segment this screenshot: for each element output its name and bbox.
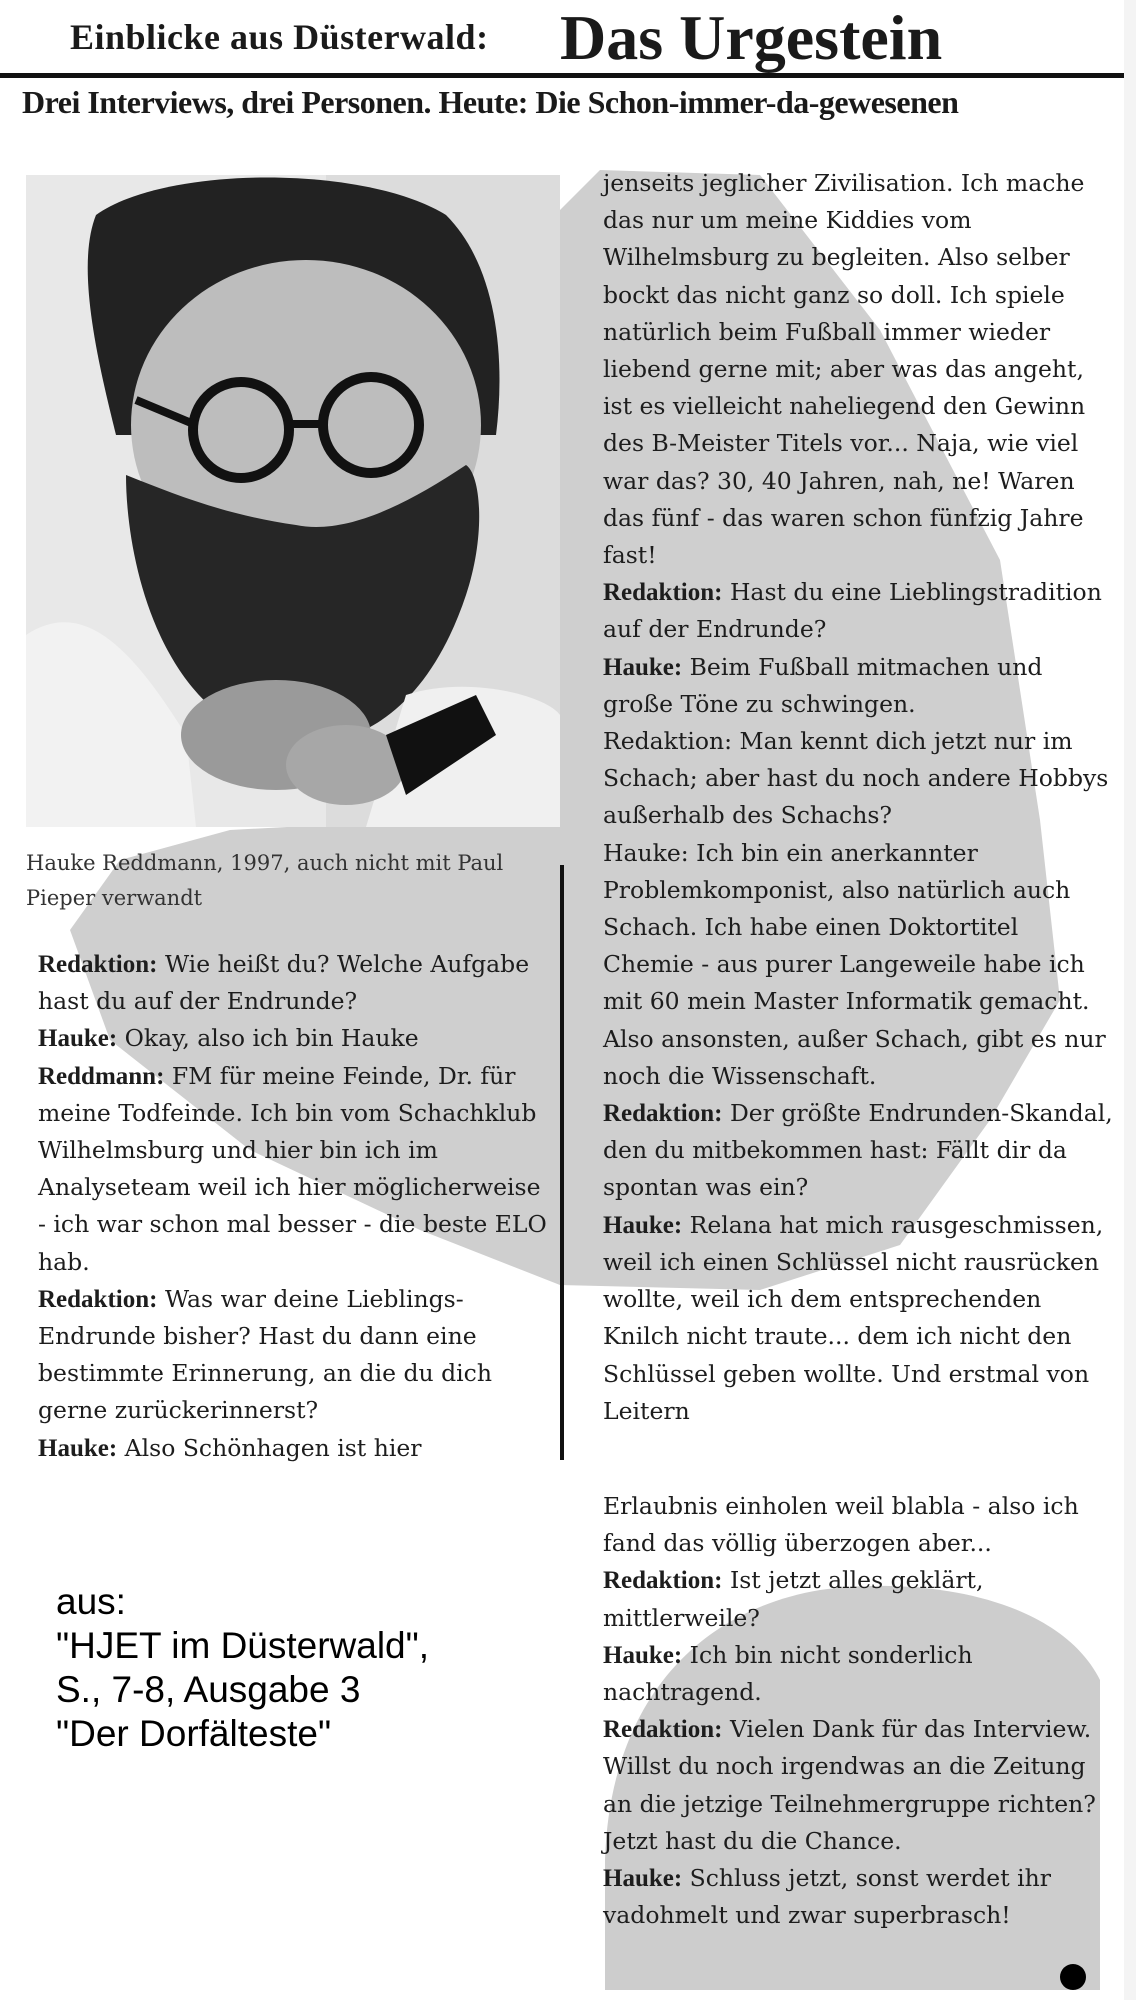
speaker-label: Redaktion:: [603, 579, 723, 607]
paragraph-text: Also Schönhagen ist hier: [117, 1433, 422, 1462]
interview-paragraph: [603, 1207, 1113, 1430]
paragraph-text: Beim Fußball mitmachen und große Töne zu schwingen.: [603, 652, 1043, 718]
source-line-3: S., 7-8, Ausgabe 3: [56, 1669, 361, 1710]
page-edge: [1124, 0, 1136, 2000]
interview-paragraph: [38, 1058, 548, 1281]
interview-paragraph: [38, 1430, 548, 1467]
speaker-label: Hauke:: [38, 1434, 118, 1462]
interview-paragraph: [603, 1860, 1113, 1934]
interview-paragraph: [603, 723, 1113, 835]
photo-caption: Hauke Reddmann, 1997, auch nicht mit Paul Pieper verwandt: [26, 851, 504, 910]
interview-paragraph: [603, 165, 1113, 574]
speaker-label: Hauke:: [603, 653, 683, 681]
speaker-label: Redaktion:: [603, 1716, 723, 1744]
paragraph-text: Vielen Dank für das Interview. Willst du noch irgendwas an die Zeitung an die jetzige Teilnehmergruppe richten? Jetzt hast du die Chance.: [603, 1715, 1096, 1855]
interview-paragraph: [603, 1095, 1113, 1207]
header-kicker: Einblicke aus Düsterwald:: [70, 17, 489, 57]
article-header: [0, 0, 1136, 80]
speaker-label: Redaktion:: [603, 1567, 723, 1595]
interview-paragraph: [603, 574, 1113, 648]
interview-paragraph: [38, 946, 548, 1020]
article-subtitle: Drei Interviews, drei Personen. Heute: Die Schon-immer-da-gewesenen: [22, 84, 959, 120]
speaker-label: Redaktion:: [603, 1100, 723, 1128]
paragraph-text: Erlaubnis einholen weil blabla - also ich fand das völlig überzogen aber...: [603, 1492, 1079, 1558]
paragraph-text: Hauke: Ich bin ein anerkannter Problemkomponist, also natürlich auch Schach. Ich habe einen Doktortitel Chemie - aus purer Langeweile habe ich mit 60 mein Master Informatik gemacht. Also ansonsten, außer Schach, gibt es nur noch die Wissenschaft.: [603, 838, 1106, 1090]
filled-circle-icon: [1060, 1964, 1086, 1990]
article-title: Das Urgestein: [560, 2, 943, 73]
interview-paragraph: [603, 1562, 1113, 1636]
interview-column-left: [38, 946, 548, 1467]
interview-paragraph: [603, 1711, 1113, 1860]
source-line-1: aus:: [56, 1581, 126, 1622]
interview-paragraph: [38, 1281, 548, 1430]
interview-paragraph: [603, 1488, 1113, 1562]
paragraph-text: Relana hat mich rausgeschmissen, weil ich einen Schlüssel nicht rausrücken wollte, weil ich dem entsprechenden Knilch nicht traute... dem ich nicht den Schlüssel geben wollte. Und erstmal von Leitern: [603, 1210, 1104, 1425]
interview-paragraph: [603, 649, 1113, 723]
paragraph-text: Was war deine Lieblings-Endrunde bisher? Hast du dann eine bestimmte Erinnerung, an die du dich gerne zurückerinnerst?: [38, 1284, 492, 1425]
speaker-label: Hauke:: [603, 1641, 683, 1669]
paragraph-text: Wie heißt du? Welche Aufgabe hast du auf der Endrunde?: [38, 950, 530, 1016]
speaker-label: Redaktion:: [38, 1285, 158, 1313]
paragraph-text: Ist jetzt alles geklärt, mittlerweile?: [603, 1566, 984, 1632]
interview-paragraph: [603, 1637, 1113, 1711]
portrait-photo: [26, 175, 560, 827]
paragraph-text: Der größte Endrunden-Skandal, den du mitbekommen hast: Fällt dir da spontan was ein?: [603, 1099, 1113, 1202]
speaker-label: Redaktion:: [38, 951, 158, 978]
interview-column-right-bottom: [603, 1488, 1113, 1934]
interview-paragraph: [603, 835, 1113, 1095]
paragraph-text: Ich bin nicht sonderlich nachtragend.: [603, 1640, 973, 1707]
paragraph-text: FM für meine Feinde, Dr. für meine Todfeinde. Ich bin vom Schachklub Wilhelmsburg und hier bin ich im Analyseteam weil ich hier möglicherweise - ich war schon mal besser - die beste ELO hab.: [38, 1061, 547, 1276]
speaker-label: Reddmann:: [38, 1062, 165, 1090]
interview-paragraph: [38, 1020, 548, 1057]
paragraph-text: Redaktion: Man kennt dich jetzt nur im Schach; aber hast du noch andere Hobbys außerhalb des Schachs?: [603, 727, 1109, 830]
paragraph-text: Schluss jetzt, sonst werdet ihr vadohmelt und zwar superbrasch!: [603, 1864, 1052, 1930]
source-line-2: "HJET im Düsterwald",: [56, 1625, 430, 1666]
source-line-4: "Der Dorfälteste": [56, 1713, 332, 1754]
source-note: [56, 1580, 556, 1756]
speaker-label: Hauke:: [38, 1025, 118, 1053]
speaker-label: Hauke:: [603, 1211, 683, 1239]
column-divider: [560, 865, 564, 1460]
interview-column-right-top: [603, 165, 1113, 1430]
paragraph-text: jenseits jeglicher Zivilisation. Ich mache das nur um meine Kiddies vom Wilhelmsburg zu begleiten. Also selber bockt das nicht ganz so doll. Ich spiele natürlich beim Fußball immer wieder liebend gerne mit; aber was das angeht, ist es vielleicht naheliegend den Gewinn des B-Meister Titels vor... Naja, wie viel war das? 30, 40 Jahren, nah, ne! Waren das fünf - das waren schon fünfzig Jahre fast!: [603, 169, 1086, 570]
paragraph-text: Hast du eine Lieblingstradition auf der Endrunde?: [603, 578, 1102, 644]
speaker-label: Hauke:: [603, 1865, 683, 1893]
header-rule: [0, 73, 1136, 78]
paragraph-text: Okay, also ich bin Hauke: [117, 1024, 419, 1053]
